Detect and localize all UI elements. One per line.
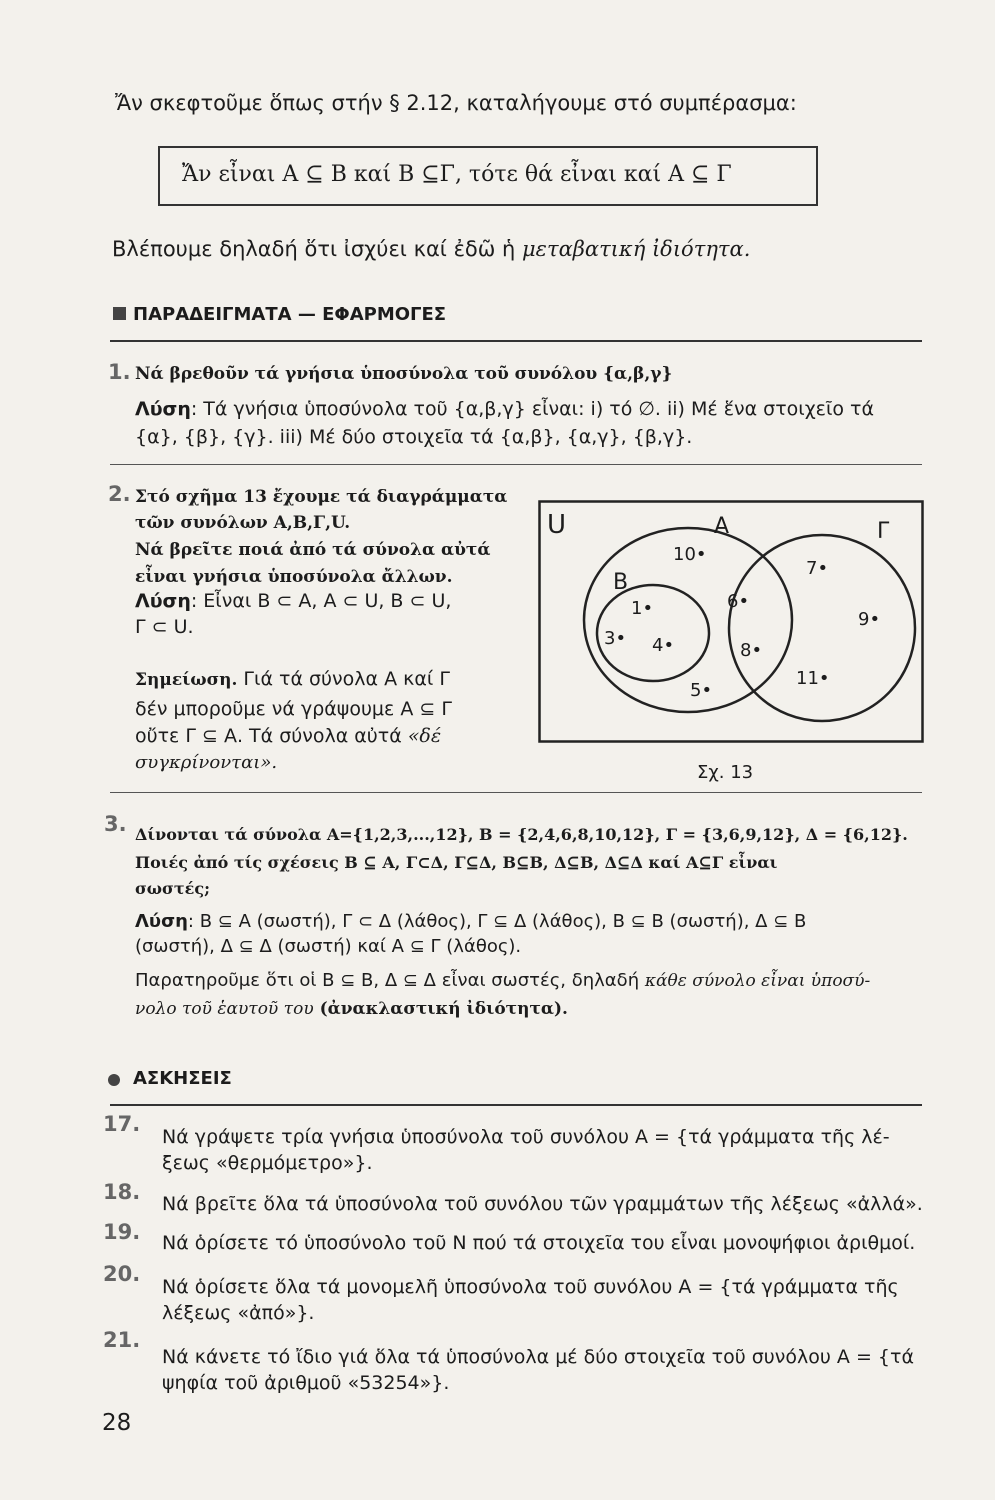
example-2-line: Στό σχῆμα 13 ἔχουμε τά διαγράμματα	[135, 487, 508, 507]
label-g: Γ	[877, 519, 890, 544]
transitive-prefix: Βλέπουμε δηλαδή ὅτι ἰσχύει καί ἐδῶ ἡ	[112, 237, 523, 261]
example-3-solution	[135, 909, 806, 935]
note-label: Σημείωση.	[135, 670, 238, 690]
example-2-line: εἶναι γνήσια ὑποσύνολα ἄλλων.	[135, 567, 453, 587]
example-number: 1.	[108, 360, 131, 384]
exercise-text: Νά ὁρίσετε ὅλα τά μονομελῆ ὑποσύνολα τοῦ συνόλου A = {τά γράμματα τῆς	[162, 1276, 899, 1298]
point-6: 6•	[727, 591, 750, 612]
example-number: 3.	[104, 812, 127, 836]
example-3-line: σωστές;	[135, 879, 210, 898]
note-text: Γιά τά σύνολα Α καί Γ	[237, 668, 450, 690]
remark-italic: κάθε σύνολο εἶναι ὑποσύ-	[644, 971, 871, 991]
label-u: U	[547, 510, 567, 540]
exercise-number: 17.	[103, 1112, 141, 1136]
transitive-term: μεταβατική ἰδιότητα.	[522, 237, 751, 261]
point-1: 1•	[631, 598, 654, 619]
point-9: 9•	[858, 609, 881, 630]
note-text: οὔτε Γ ⊆ Α. Τά σύνολα αὐτά	[135, 725, 408, 747]
note-line: δέν μποροῦμε νά γράψουμε Α ⊆ Γ	[135, 698, 452, 720]
example-3-solution-2: (σωστή), Δ ⊆ Δ (σωστή) καί A ⊆ Γ (λάθος).	[135, 936, 522, 957]
example-3-line: Ποιές ἀπό τίς σχέσεις B ⊆ A, Γ⊂Δ, Γ⊆Δ, B⊆B, Δ⊆B, Δ⊆Δ καί A⊆Γ εἶναι	[135, 853, 778, 872]
exercise-text: Νά κάνετε τό ἴδιο γιά ὅλα τά ὑποσύνολα μέ δύο στοιχεῖα τοῦ συνόλου A = {τά	[162, 1346, 914, 1368]
note-italic: «δέ	[407, 725, 442, 747]
exercise-text: ξεως «θερμόμετρο»}.	[162, 1152, 373, 1174]
label-a: A	[714, 514, 730, 539]
exercise-number: 19.	[103, 1220, 141, 1244]
exercise-text: Νά γράψετε τρία γνήσια ὑποσύνολα τοῦ συνόλου A = {τά γράμματα τῆς λέ-	[162, 1126, 890, 1148]
point-5: 5•	[690, 680, 713, 701]
point-4: 4•	[652, 635, 675, 656]
theorem-box	[158, 146, 818, 206]
square-bullet-icon	[113, 307, 126, 320]
label-b: B	[613, 570, 629, 595]
point-10: 10•	[673, 544, 707, 565]
heading-rule	[110, 1104, 922, 1106]
page-number: 28	[102, 1410, 132, 1436]
heading-rule	[110, 340, 922, 342]
solution-label: Λύση	[135, 911, 188, 932]
remark-bold: (ἀνακλαστική ἰδιότητα).	[313, 999, 568, 1019]
example-2-line: Νά βρεῖτε ποιά ἀπό τά σύνολα αὐτά	[135, 540, 491, 560]
solution-text: : B ⊆ A (σωστή), Γ ⊂ Δ (λάθος), Γ ⊆ Δ (λάθος), B ⊆ B (σωστή), Δ ⊆ B	[187, 911, 807, 932]
separator	[110, 464, 922, 465]
example-2-solution-2: Γ ⊂ U.	[135, 616, 194, 638]
round-bullet-icon	[108, 1074, 120, 1086]
example-number: 2.	[108, 482, 131, 506]
example-2-solution	[135, 588, 451, 614]
point-3: 3•	[604, 628, 627, 649]
point-8: 8•	[740, 640, 763, 661]
exercise-number: 20.	[103, 1262, 141, 1286]
example-3-line: Δίνονται τά σύνολα A={1,2,3,...,12}, B = {2,4,6,8,10,12}, Γ = {3,6,9,12}, Δ = {6,12}.	[135, 825, 908, 844]
remark-text: Παρατηροῦμε ὅτι οἱ B ⊆ B, Δ ⊆ Δ εἶναι σωστές, δηλαδή	[135, 970, 645, 991]
example-2-line: τῶν συνόλων Α,Β,Γ,U.	[135, 513, 351, 533]
transitive-line	[112, 236, 750, 262]
solution-text: : Τά γνήσια ὑποσύνολα τοῦ {α,β,γ} εἶναι: i) τό ∅. ii) Μέ ἕνα στοιχεῖο τά	[190, 398, 874, 420]
note-line: συγκρίνονται».	[135, 752, 278, 773]
note-line	[135, 723, 441, 749]
example-3-remark	[135, 968, 870, 994]
example-1-solution-line	[135, 396, 874, 422]
example-3-remark-2	[135, 996, 568, 1022]
solution-text: : Εἶναι B ⊂ A, A ⊂ U, B ⊂ U,	[190, 590, 452, 612]
solution-label: Λύση	[135, 590, 191, 612]
exercise-number: 18.	[103, 1180, 141, 1204]
example-1-title: Νά βρεθοῦν τά γνήσια ὑποσύνολα τοῦ συνόλου {α,β,γ}	[135, 364, 673, 384]
separator	[110, 792, 922, 793]
exercise-text: ψηφία τοῦ ἀριθμοῦ «53254»}.	[162, 1372, 450, 1394]
exercise-number: 21.	[103, 1328, 141, 1352]
example-1-solution-line-2: {α}, {β}, {γ}. iii) Μέ δύο στοιχεῖα τά {α,β}, {α,γ}, {β,γ}.	[135, 426, 693, 448]
examples-heading: ΠΑΡΑΔΕΙΓΜΑΤΑ — ΕΦΑΡΜΟΓΕΣ	[133, 304, 447, 325]
exercise-text: Νά βρεῖτε ὅλα τά ὑποσύνολα τοῦ συνόλου τῶν γραμμάτων τῆς λέξεως «ἀλλά».	[162, 1193, 923, 1215]
solution-label: Λύση	[135, 398, 191, 420]
theorem-text: Ἄν εἶναι A ⊆ B καί B ⊆Γ, τότε θά εἶναι καί A ⊆ Γ	[182, 162, 732, 187]
remark-italic: νολο τοῦ ἑαυτοῦ του	[135, 999, 314, 1019]
figure-caption: Σχ. 13	[697, 762, 754, 783]
note-line	[135, 666, 450, 693]
intro-line: Ἄν σκεφτοῦμε ὅπως στήν § 2.12, καταλήγουμε στό συμπέρασμα:	[115, 91, 797, 115]
exercise-text: Νά ὁρίσετε τό ὑποσύνολο τοῦ N πού τά στοιχεῖα του εἶναι μονοψήφιοι ἀριθμοί.	[162, 1232, 916, 1254]
point-11: 11•	[796, 668, 830, 689]
exercises-heading: ΑΣΚΗΣΕΙΣ	[133, 1068, 232, 1089]
exercise-text: λέξεως «ἀπό»}.	[162, 1302, 315, 1324]
point-7: 7•	[806, 558, 829, 579]
